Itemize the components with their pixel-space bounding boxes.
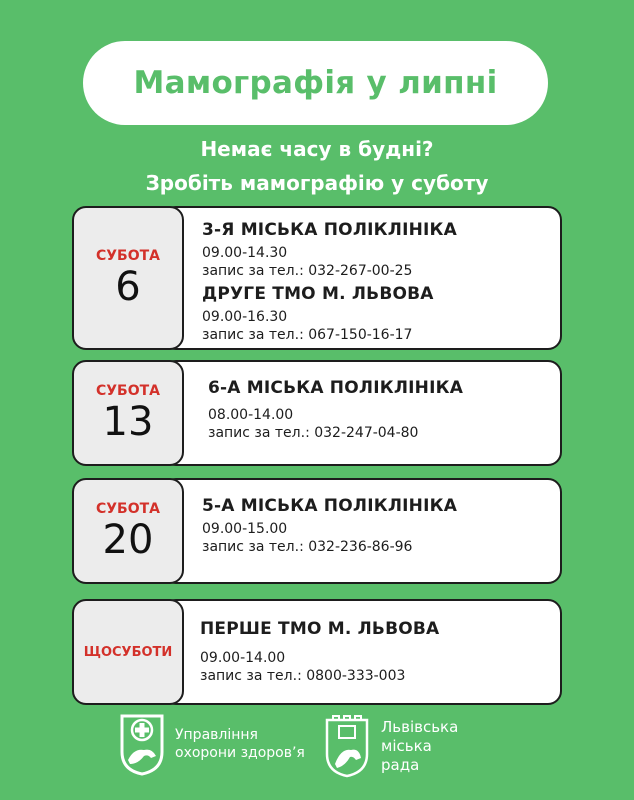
day-label: СУБОТА xyxy=(95,383,161,399)
page-title: Мамографія у липні xyxy=(133,65,498,101)
org-name-city-council xyxy=(381,718,458,775)
lviv-coat-of-arms-icon xyxy=(323,714,371,778)
footer xyxy=(0,712,634,782)
clinic-name: 3-Я МІСЬКА ПОЛІКЛІНІКА xyxy=(202,220,458,240)
medical-cross-lion-icon xyxy=(118,712,166,776)
clinic-hours: 09.00-15.00 xyxy=(202,521,288,537)
clinic-info-panel xyxy=(162,360,562,466)
clinic-phone[interactable]: запис за тел.: 0800-333-003 xyxy=(200,668,406,684)
clinic-info-panel xyxy=(162,206,562,350)
clinic-phone[interactable]: запис за тел.: 032-236-86-96 xyxy=(202,539,413,555)
org-name-line: рада xyxy=(381,756,420,774)
clinic-name: ДРУГЕ ТМО М. ЛЬВОВА xyxy=(202,284,434,304)
date-box xyxy=(72,360,184,466)
title-banner xyxy=(83,41,548,125)
subtitle-line-2: Зробіть мамографію у суботу xyxy=(145,171,489,195)
clinic-phone[interactable]: запис за тел.: 032-247-04-80 xyxy=(208,425,419,441)
clinic-name: ПЕРШЕ ТМО М. ЛЬВОВА xyxy=(200,619,440,639)
org-name-line: міська xyxy=(381,737,432,755)
clinic-hours: 09.00-14.30 xyxy=(202,245,288,261)
clinic-entry xyxy=(202,284,434,344)
day-label: СУБОТА xyxy=(95,501,161,517)
clinic-entry xyxy=(200,619,439,685)
clinic-info-panel xyxy=(162,599,562,705)
clinic-entry xyxy=(208,378,463,442)
org-name-line: Управління xyxy=(175,727,258,743)
schedule-card-saturday-13 xyxy=(72,360,562,466)
clinic-hours: 09.00-16.30 xyxy=(202,309,288,325)
day-number: 20 xyxy=(102,517,154,563)
clinic-entry xyxy=(202,220,457,280)
org-name-health-dept xyxy=(175,726,305,762)
day-label: СУБОТА xyxy=(95,248,161,264)
clinic-name: 5-А МІСЬКА ПОЛІКЛІНІКА xyxy=(202,496,458,516)
org-name-line: охорони здоров’я xyxy=(175,745,305,761)
day-label: ЩОСУБОТИ xyxy=(83,644,173,660)
date-box xyxy=(72,478,184,584)
clinic-info-panel xyxy=(162,478,562,584)
day-number: 6 xyxy=(115,264,141,310)
day-number: 13 xyxy=(102,399,154,445)
clinic-name: 6-А МІСЬКА ПОЛІКЛІНІКА xyxy=(208,378,464,398)
org-name-line: Львівська xyxy=(381,718,459,736)
clinic-entry xyxy=(202,496,457,556)
clinic-phone[interactable]: запис за тел.: 032-267-00-25 xyxy=(202,263,413,279)
subtitle-line-1: Немає часу в будні? xyxy=(200,137,434,161)
schedule-card-saturday-6 xyxy=(72,206,562,350)
schedule-card-every-saturday xyxy=(72,599,562,705)
clinic-hours: 09.00-14.00 xyxy=(200,650,286,666)
date-box xyxy=(72,206,184,350)
date-box xyxy=(72,599,184,705)
clinic-hours: 08.00-14.00 xyxy=(208,407,294,423)
schedule-card-saturday-20 xyxy=(72,478,562,584)
clinic-phone[interactable]: запис за тел.: 067-150-16-17 xyxy=(202,327,413,343)
